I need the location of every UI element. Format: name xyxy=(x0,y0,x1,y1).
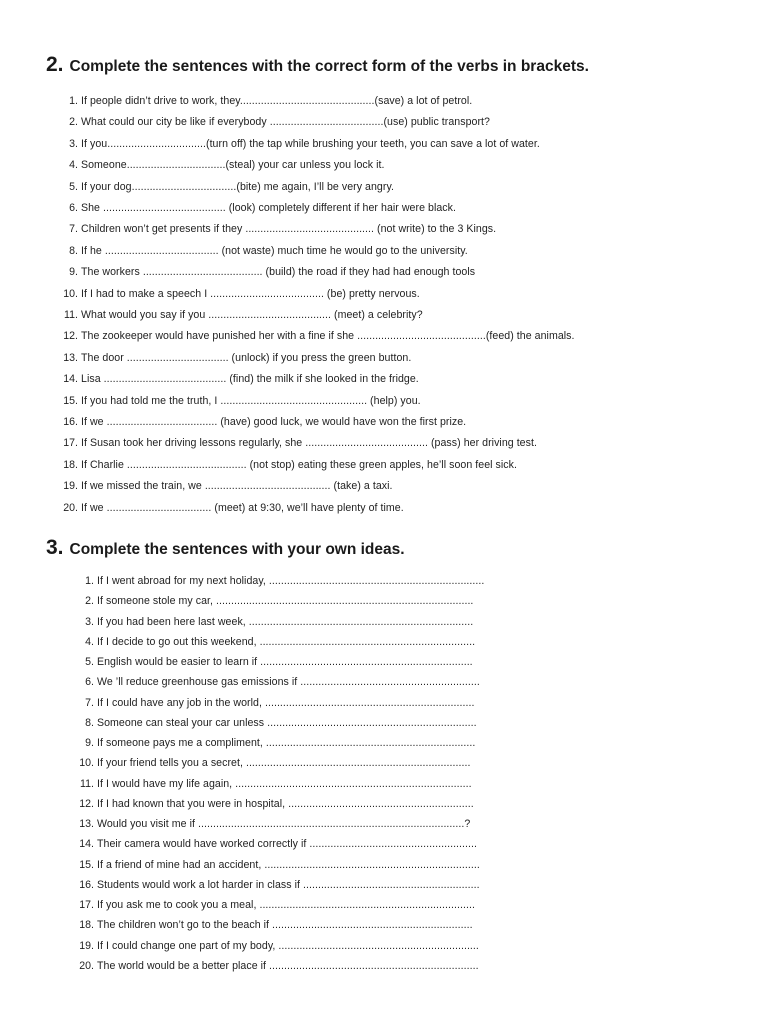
item-text: We ’ll reduce greenhouse gas emissions if ............................................................ xyxy=(97,676,480,689)
item-text: Children won’t get presents if they ........................................... (not write) to the 3 Kings. xyxy=(81,223,497,236)
item-number: 18. xyxy=(63,458,78,471)
item-text: If I had to make a speech I ...................................... (be) pretty nervous. xyxy=(81,287,420,300)
item-text: What would you say if you ......................................... (meet) a celebrity? xyxy=(81,309,423,321)
item-text: If we ................................... (meet) at 9:30, we’ll have plenty of time. xyxy=(81,501,404,514)
sentence-item xyxy=(0,876,768,894)
item-number: 5. xyxy=(69,180,78,193)
item-text: Students would work a lot harder in class if ........................................................... xyxy=(97,878,480,891)
sentence-item xyxy=(0,754,768,772)
item-number: 12. xyxy=(63,330,78,343)
item-number: 13. xyxy=(79,818,94,830)
item-text: Someone.................................(steal) your car unless you lock it. xyxy=(81,159,385,172)
item-number: 17. xyxy=(63,437,78,450)
sentence-item xyxy=(0,673,768,691)
sentence-item xyxy=(0,178,768,196)
sentence-item xyxy=(0,856,768,874)
item-number: 8. xyxy=(85,716,94,729)
item-number: 16. xyxy=(63,416,78,428)
item-number: 14. xyxy=(63,373,78,386)
item-text: If you.................................(turn off) the tap while brushing your teeth, you can save a lot of water. xyxy=(81,137,540,150)
item-number: 4. xyxy=(69,159,78,172)
item-number: 11. xyxy=(64,309,78,321)
item-text: What could our city be like if everybody ......................................(use) public transport? xyxy=(81,116,490,129)
item-number: 9. xyxy=(69,266,78,279)
item-text: Someone can steal your car unless ...................................................................... xyxy=(97,716,477,729)
sentence-item xyxy=(0,349,768,367)
item-text: If I had known that you were in hospital, .............................................................. xyxy=(97,797,474,810)
item-text: If someone pays me a compliment, ...................................................................... xyxy=(97,737,476,749)
exercise-3-title: Complete the sentences with your own ideas. xyxy=(69,541,405,558)
exercise-2-title: Complete the sentences with the correct form of the verbs in brackets. xyxy=(69,58,589,75)
sentence-item xyxy=(0,775,768,793)
item-number: 18. xyxy=(79,919,94,932)
sentence-item xyxy=(0,694,768,712)
item-number: 19. xyxy=(63,480,78,493)
item-text: English would be easier to learn if ....................................................................... xyxy=(97,656,473,668)
item-text: If I could have any job in the world, ...................................................................... xyxy=(97,696,475,709)
sentence-item xyxy=(0,795,768,813)
item-number: 20. xyxy=(79,959,94,972)
sentence-item xyxy=(0,592,768,610)
item-number: 10. xyxy=(63,287,78,300)
sentence-item xyxy=(0,220,768,238)
item-text: If I would have my life again, ............................................................................... xyxy=(97,777,472,790)
item-text: If someone stole my car, ...................................................................................... xyxy=(97,595,474,608)
item-number: 10. xyxy=(79,757,94,770)
item-text: If I could change one part of my body, ................................................................... xyxy=(97,939,479,952)
item-text: If I decide to go out this weekend, ........................................................................ xyxy=(97,635,476,648)
item-text: She ......................................... (look) completely different if her hair were black. xyxy=(81,202,456,214)
item-text: Would you visit me if .........................................................................................? xyxy=(97,818,471,830)
item-number: 17. xyxy=(79,899,94,911)
item-text: If a friend of mine had an accident, ........................................................................ xyxy=(97,858,480,871)
item-number: 2. xyxy=(69,116,78,129)
item-number: 3. xyxy=(69,137,78,150)
item-number: 2. xyxy=(85,595,94,608)
sentence-item xyxy=(0,135,768,153)
item-text: If you had told me the truth, I ................................................. (help) you. xyxy=(81,394,421,407)
sentence-item xyxy=(0,633,768,651)
sentence-item xyxy=(0,714,768,732)
sentence-item xyxy=(0,327,768,345)
sentence-item xyxy=(0,156,768,174)
sentence-item xyxy=(0,113,768,131)
item-text: If you had been here last week, ........................................................................... xyxy=(97,615,474,628)
sentence-item xyxy=(0,456,768,474)
sentence-item xyxy=(0,957,768,975)
item-text: Lisa ......................................... (find) the milk if she looked in the fridge. xyxy=(81,373,419,386)
item-text: If Susan took her driving lessons regularly, she ......................................... (pass) her driving test. xyxy=(81,437,537,450)
item-number: 20. xyxy=(63,501,78,514)
exercise-3-heading xyxy=(46,536,405,560)
sentence-item xyxy=(0,392,768,410)
item-number: 4. xyxy=(85,635,94,648)
sentence-item xyxy=(0,199,768,217)
item-number: 14. xyxy=(79,838,94,851)
item-text: If people didn’t drive to work, they.............................................(save) a lot of petrol. xyxy=(81,95,473,107)
item-text: The children won’t go to the beach if ................................................................... xyxy=(97,919,473,932)
sentence-item xyxy=(0,263,768,281)
item-text: If your dog...................................(bite) me again, I’ll be very angry. xyxy=(81,180,395,193)
item-number: 3. xyxy=(85,615,94,628)
sentence-item xyxy=(0,572,768,590)
item-text: The world would be a better place if ...................................................................... xyxy=(97,959,479,972)
item-number: 6. xyxy=(85,676,94,689)
item-number: 16. xyxy=(79,878,94,891)
item-number: 1. xyxy=(69,95,78,107)
item-number: 6. xyxy=(69,202,78,214)
item-number: 19. xyxy=(79,939,94,952)
item-text: Their camera would have worked correctly if ........................................................ xyxy=(97,838,478,851)
item-number: 13. xyxy=(63,351,78,364)
sentence-item xyxy=(0,499,768,517)
item-number: 12. xyxy=(79,797,94,810)
exercise-2-number: 2. xyxy=(46,53,64,76)
item-number: 15. xyxy=(63,394,78,407)
sentence-item xyxy=(0,937,768,955)
item-text: If Charlie ........................................ (not stop) eating these green apples, he’ll soon feel sick. xyxy=(81,458,517,471)
item-text: If we ..................................... (have) good luck, we would have won the first prize. xyxy=(81,416,467,428)
item-text: If you ask me to cook you a meal, ........................................................................ xyxy=(97,899,475,911)
item-number: 15. xyxy=(79,858,94,871)
sentence-item xyxy=(0,916,768,934)
sentence-item xyxy=(0,896,768,914)
sentence-item xyxy=(0,242,768,260)
item-number: 7. xyxy=(85,696,94,709)
sentence-item xyxy=(0,477,768,495)
sentence-item xyxy=(0,653,768,671)
sentence-item xyxy=(0,835,768,853)
item-text: The door .................................. (unlock) if you press the green button. xyxy=(81,351,412,364)
item-text: If we missed the train, we .......................................... (take) a taxi. xyxy=(81,480,393,493)
item-number: 1. xyxy=(85,575,94,587)
item-text: The workers ........................................ (build) the road if they had had enough tools xyxy=(81,266,476,279)
sentence-item xyxy=(0,815,768,833)
item-text: The zookeeper would have punished her with a fine if she ...........................................(feed) the animals. xyxy=(81,330,575,343)
exercise-3-number: 3. xyxy=(46,536,64,559)
sentence-item xyxy=(0,434,768,452)
item-number: 8. xyxy=(69,244,78,257)
item-number: 9. xyxy=(85,737,94,749)
sentence-item xyxy=(0,306,768,324)
sentence-item xyxy=(0,370,768,388)
sentence-item xyxy=(0,285,768,303)
item-number: 7. xyxy=(69,223,78,236)
sentence-item xyxy=(0,92,768,110)
item-number: 5. xyxy=(85,656,94,668)
item-text: If I went abroad for my next holiday, ........................................................................ xyxy=(97,575,485,587)
item-text: If your friend tells you a secret, ........................................................................... xyxy=(97,757,471,770)
sentence-item xyxy=(0,734,768,752)
exercise-2-heading xyxy=(46,53,589,77)
item-text: If he ...................................... (not waste) much time he would go to the university. xyxy=(81,244,468,257)
item-number: 11. xyxy=(80,777,94,790)
sentence-item xyxy=(0,613,768,631)
sentence-item xyxy=(0,413,768,431)
